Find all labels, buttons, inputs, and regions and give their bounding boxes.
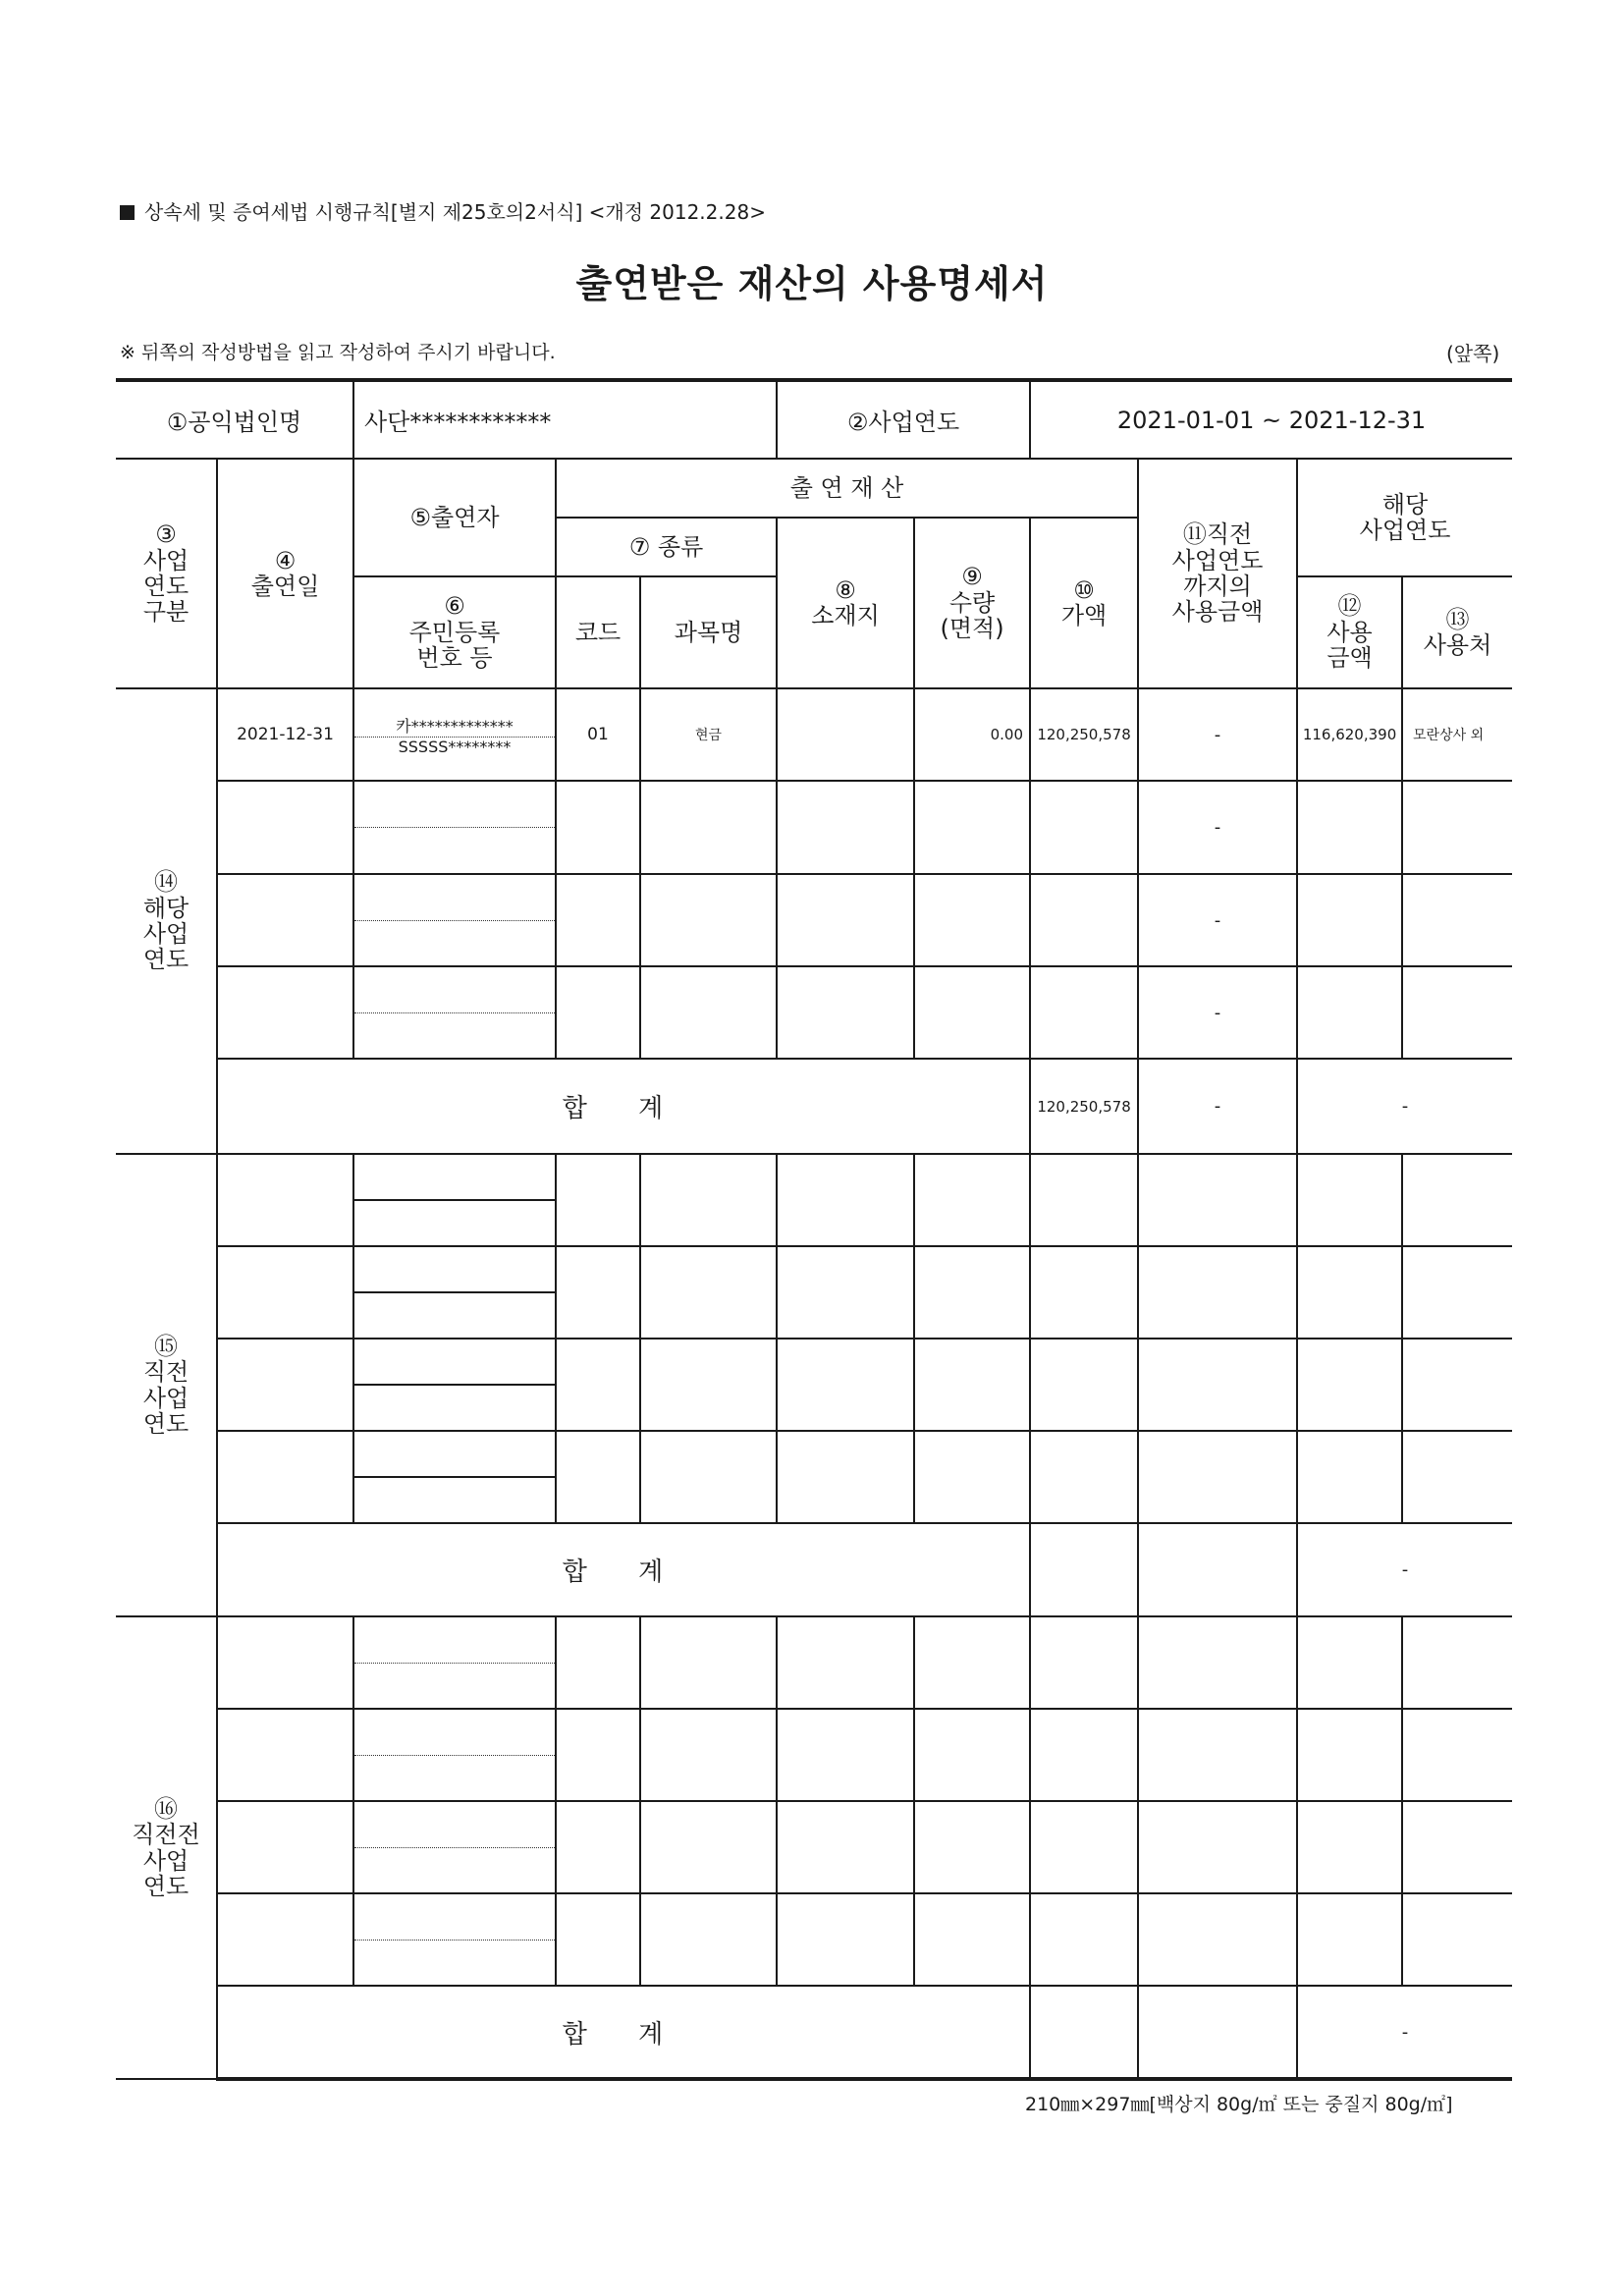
year-group-header xyxy=(1297,459,1512,576)
col-num: ⑫ xyxy=(1337,592,1362,621)
section-num: ⑯ xyxy=(154,1794,178,1823)
prior-used-amount: - xyxy=(1138,966,1297,1059)
table-row xyxy=(116,1616,1512,1709)
section-previous-year xyxy=(116,1154,217,1616)
col-text: 구분 xyxy=(142,598,189,627)
col-text: 가액 xyxy=(1060,602,1108,629)
table-row xyxy=(116,781,1512,874)
form-reference xyxy=(120,196,766,225)
section-text: 사업 xyxy=(142,1846,189,1875)
donor-reg-no: SSSSS******** xyxy=(398,737,512,756)
table-row xyxy=(116,1246,1512,1339)
col-location-header xyxy=(777,518,914,688)
table-row xyxy=(116,1154,1512,1246)
col-text: 까지의 xyxy=(1183,573,1252,600)
asset-location xyxy=(777,688,914,781)
section-text: 해당 xyxy=(142,894,189,922)
used-amount: 116,620,390 xyxy=(1297,688,1402,781)
total-label: 합 계 xyxy=(217,1523,1030,1616)
document-title: 출연받은 재산의 사용명세서 xyxy=(575,262,1049,305)
col-subject-header: 과목명 xyxy=(640,576,777,688)
col-text: 연도 xyxy=(142,573,189,600)
col-value-header xyxy=(1030,518,1138,688)
total-value: 120,250,578 xyxy=(1030,1059,1138,1154)
section-current-year xyxy=(116,688,217,1154)
col-regno-header xyxy=(353,576,556,688)
col-num: ④ xyxy=(274,546,297,574)
table-row xyxy=(116,688,1512,781)
col-num: ⑧ xyxy=(835,575,856,604)
col-text: 금액 xyxy=(1326,644,1373,673)
total-used-amount: - xyxy=(1297,1059,1512,1154)
total-used-amount: - xyxy=(1297,1986,1512,2079)
total-prior-used: - xyxy=(1138,1059,1297,1154)
total-row xyxy=(116,1059,1512,1154)
col-donor-header: ⑤출연자 xyxy=(353,459,556,576)
col-quantity-header xyxy=(914,518,1030,688)
table-row xyxy=(116,966,1512,1059)
col-text: 주민등록 xyxy=(408,618,501,646)
used-place: 모란상사 외 xyxy=(1402,688,1512,781)
section-text: 연도 xyxy=(142,1872,189,1900)
col-text: 해당 xyxy=(1381,490,1429,519)
square-bullet-icon xyxy=(120,205,135,220)
prior-used-amount: - xyxy=(1138,781,1297,874)
corp-name-label: ①공익법인명 xyxy=(116,380,353,459)
section-text: 사업 xyxy=(142,1384,189,1412)
col-used-amount-header xyxy=(1297,576,1402,688)
col-num: ⑥ xyxy=(444,592,465,621)
total-label: 합 계 xyxy=(217,1059,1030,1154)
col-text: 사용 xyxy=(1326,618,1373,646)
col-text: 사용처 xyxy=(1423,631,1492,659)
col-text: 소재지 xyxy=(811,602,880,629)
table-row xyxy=(116,1801,1512,1893)
prior-used-amount: - xyxy=(1138,688,1297,781)
col-text: 수량 xyxy=(948,588,996,617)
section-text: 연도 xyxy=(142,1409,189,1438)
section-text: 직전전 xyxy=(132,1821,200,1849)
asset-quantity: 0.00 xyxy=(914,688,1030,781)
section-num: ⑮ xyxy=(154,1332,178,1360)
table-row xyxy=(116,1339,1512,1431)
usage-statement-table xyxy=(116,378,1512,2081)
col-prior-used-header xyxy=(1138,459,1297,688)
col-num: ⑩ xyxy=(1073,575,1095,604)
donation-date: 2021-12-31 xyxy=(217,688,353,781)
asset-subject: 현금 xyxy=(640,688,777,781)
paper-spec: 210㎜×297㎜[백상지 80g/㎡ 또는 중질지 80g/㎡] xyxy=(1025,2094,1453,2115)
col-year-type-header xyxy=(116,459,217,688)
donor-name: 카************* xyxy=(354,714,555,738)
col-text: 출연일 xyxy=(250,573,320,600)
col-text: 사용금액 xyxy=(1171,598,1264,627)
table-row xyxy=(116,1709,1512,1801)
total-row xyxy=(116,1523,1512,1616)
donor-cell xyxy=(353,688,556,781)
table-row xyxy=(116,874,1512,966)
col-text: 사업연도 xyxy=(1359,517,1451,544)
section-text: 연도 xyxy=(142,946,189,974)
col-num: ⑨ xyxy=(961,563,983,591)
col-num: ⑬ xyxy=(1445,605,1470,633)
form-reference-text: 상속세 및 증여세법 시행규칙[별지 제25호의2서식] <개정 2012.2.28> xyxy=(144,200,766,224)
col-num: ③ xyxy=(155,520,177,549)
asset-code: 01 xyxy=(556,688,640,781)
asset-group-header: 출 연 재 산 xyxy=(556,459,1138,518)
section-num: ⑭ xyxy=(154,868,178,897)
total-label: 합 계 xyxy=(217,1986,1030,2079)
corp-name-value: 사단************ xyxy=(353,380,777,459)
col-text: 사업 xyxy=(142,546,189,574)
col-text: ⑪직전 xyxy=(1182,520,1253,549)
business-year-label: ②사업연도 xyxy=(777,380,1030,459)
col-text: 번호 등 xyxy=(416,644,493,673)
col-kind-header: ⑦ 종류 xyxy=(556,518,777,576)
table-row xyxy=(116,1893,1512,1986)
section-before-previous-year xyxy=(116,1616,217,2079)
prior-used-amount: - xyxy=(1138,874,1297,966)
total-used-amount: - xyxy=(1297,1523,1512,1616)
section-text: 직전 xyxy=(142,1358,189,1387)
business-year-value: 2021-01-01 ~ 2021-12-31 xyxy=(1030,380,1512,459)
col-used-place-header xyxy=(1402,576,1512,688)
col-date-header xyxy=(217,459,353,688)
col-text: (면적) xyxy=(940,615,1004,643)
instruction-note: ※ 뒤쪽의 작성방법을 읽고 작성하여 주시기 바랍니다. xyxy=(120,342,556,363)
asset-value: 120,250,578 xyxy=(1030,688,1138,781)
table-row xyxy=(116,1431,1512,1523)
total-row xyxy=(116,1986,1512,2079)
col-code-header: 코드 xyxy=(556,576,640,688)
section-text: 사업 xyxy=(142,920,189,948)
col-text: 사업연도 xyxy=(1171,546,1264,574)
page-side-label: (앞쪽) xyxy=(1446,342,1500,365)
